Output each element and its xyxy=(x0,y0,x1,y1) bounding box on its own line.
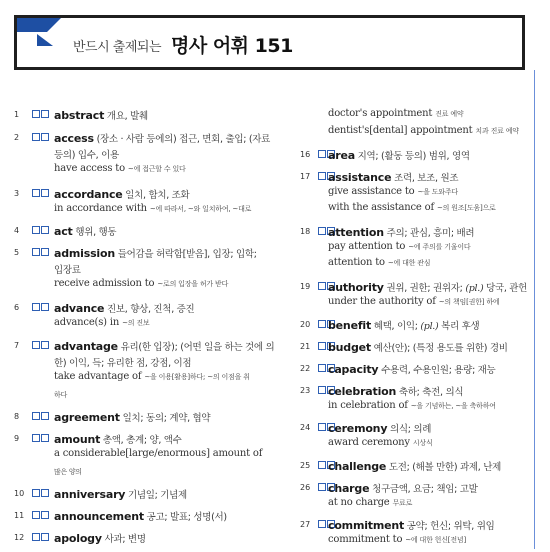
header-title: 명사 어휘 151 xyxy=(171,35,293,57)
checkboxes[interactable] xyxy=(32,189,50,208)
entry-number: 18 xyxy=(300,227,311,236)
checkboxes[interactable] xyxy=(32,533,50,552)
carryover-example: doctor's appointment 진료 예약 xyxy=(328,108,464,119)
entry-word: celebration xyxy=(328,385,397,398)
entry-example: award ceremony 시상식 xyxy=(328,437,433,448)
entry-number: 25 xyxy=(300,461,311,470)
entry-example: receive admission to ~로의 입장을 허가 받다 xyxy=(54,278,229,289)
entry-definition: 청구금액, 요금; 책임; 고발 xyxy=(372,484,478,495)
checkboxes[interactable] xyxy=(32,434,50,453)
entry-number: 11 xyxy=(14,511,25,520)
header-subtitle: 반드시 출제되는 xyxy=(73,40,162,55)
entry-definition-plural: 당국, 관헌 xyxy=(483,283,528,294)
checkboxes[interactable] xyxy=(32,489,50,508)
entry-word: commitment xyxy=(328,519,405,532)
entry-word: agreement xyxy=(54,411,120,424)
entry-word: benefit xyxy=(328,319,372,332)
checkboxes[interactable] xyxy=(32,133,50,152)
carryover-example: dentist's[dental] appointment 치과 진료 예약 xyxy=(328,125,519,136)
entry-number: 7 xyxy=(14,341,20,350)
entry-example: with the assistance of ~의 원조[도움]으로 xyxy=(328,202,496,213)
entry-definition: 도전; (해볼 만한) 과제, 난제 xyxy=(388,462,501,473)
entry-word: admission xyxy=(54,247,115,260)
entry-word: attention xyxy=(328,226,384,239)
entry-example-cont: 많은 양의 xyxy=(54,468,82,476)
checkboxes[interactable] xyxy=(32,412,50,431)
entry-word: challenge xyxy=(328,460,387,473)
entry-word: budget xyxy=(328,341,371,354)
entry-definition: 기념일; 기념제 xyxy=(128,490,187,501)
entry-definition: 지역; (활동 등의) 범위, 영역 xyxy=(357,151,470,162)
entry-definition-plural: 복리 후생 xyxy=(438,321,480,332)
entry-word: apology xyxy=(54,532,102,545)
entry-number: 26 xyxy=(300,483,311,492)
entry-number: 24 xyxy=(300,423,311,432)
entry-definition-cont: 한) 이익, 득; 유리한 점, 강점, 이점 xyxy=(54,358,192,369)
entry-example: give assistance to ~을 도와주다 xyxy=(328,186,458,197)
entry-number: 3 xyxy=(14,189,20,198)
entry-example: a considerable[large/enormous] amount of xyxy=(54,448,263,459)
entry-number: 9 xyxy=(14,434,20,443)
entry-example: advance(s) in ~의 진보 xyxy=(54,317,150,328)
entry-word: abstract xyxy=(54,109,105,122)
plural-marker: (pl.) xyxy=(420,321,439,332)
entry-word: advantage xyxy=(54,340,118,353)
entry-number: 17 xyxy=(300,172,311,181)
entry-definition: 개요, 발췌 xyxy=(106,111,148,122)
entry-definition: 권위, 권한; 권위자; xyxy=(386,283,463,294)
entry-number: 10 xyxy=(14,489,25,498)
entry-number: 27 xyxy=(300,520,311,529)
entry-number: 4 xyxy=(14,226,20,235)
entry-definition: (장소 · 사람 등에의) 접근, 면회, 출입; (자료 xyxy=(96,134,271,145)
entry-word: announcement xyxy=(54,510,144,523)
entry-number: 2 xyxy=(14,133,20,142)
entry-definition: 조력, 보조, 원조 xyxy=(394,173,459,184)
checkboxes[interactable] xyxy=(32,511,50,530)
entry-definition: 예산(안); (특정 용도를 위한) 경비 xyxy=(373,343,508,354)
entry-example: under the authority of ~의 책임[권한] 하에 xyxy=(328,296,500,307)
entry-word: act xyxy=(54,225,73,238)
entry-number: 5 xyxy=(14,248,20,257)
entry-example-cont: 하다 xyxy=(54,391,67,399)
header-banner xyxy=(14,15,525,70)
entry-definition: 주의; 관심, 흥미; 배려 xyxy=(386,228,475,239)
entry-definition: 들어감을 허락함[받음], 입장; 입학; xyxy=(117,249,257,260)
entry-example: attention to ~에 대한 관심 xyxy=(328,257,431,268)
entry-example: in celebration of ~을 기념하는, ~을 축하하여 xyxy=(328,400,496,411)
entry-number: 12 xyxy=(14,533,25,542)
entry-example: pay attention to ~에 주의를 기울이다 xyxy=(328,241,471,252)
entry-example: in accordance with ~에 따라서, ~와 일치하여, ~대로 xyxy=(54,203,252,214)
entry-word: amount xyxy=(54,433,101,446)
checkboxes[interactable] xyxy=(32,248,50,267)
entry-word: charge xyxy=(328,482,370,495)
entry-number: 19 xyxy=(300,282,311,291)
column-rule xyxy=(534,70,535,549)
entry-word: ceremony xyxy=(328,422,388,435)
entry-number: 21 xyxy=(300,342,311,351)
entry-word: anniversary xyxy=(54,488,126,501)
entry-definition: 일치; 동의; 계약, 협약 xyxy=(122,413,211,424)
entry-number: 1 xyxy=(14,110,20,119)
entry-definition: 축하; 축전, 의식 xyxy=(398,387,464,398)
entry-definition: 공고; 발표; 성명(서) xyxy=(146,512,227,523)
entry-number: 20 xyxy=(300,320,311,329)
header-accent-icon xyxy=(17,18,61,50)
entry-definition-cont: 입장료 xyxy=(54,265,81,276)
entry-example: take advantage of ~을 이용[활용]하다; ~의 이점을 취 xyxy=(54,371,250,382)
entry-word: assistance xyxy=(328,171,392,184)
entry-word: area xyxy=(328,149,355,162)
entry-definition: 혜택, 이익; xyxy=(373,321,418,332)
entry-number: 16 xyxy=(300,150,311,159)
entry-number: 6 xyxy=(14,303,20,312)
entry-word: accordance xyxy=(54,188,123,201)
plural-marker: (pl.) xyxy=(465,283,484,294)
entry-definition: 사과; 변명 xyxy=(104,534,146,545)
entry-number: 8 xyxy=(14,412,20,421)
entry-word: authority xyxy=(328,281,384,294)
entry-definition: 공약; 헌신; 위탁, 위임 xyxy=(406,521,495,532)
checkboxes[interactable] xyxy=(32,341,50,360)
checkboxes[interactable] xyxy=(32,303,50,322)
entry-example: have access to ~에 접근할 수 있다 xyxy=(54,163,186,174)
entry-definition: 일치, 합치, 조화 xyxy=(125,190,190,201)
entry-definition: 유리(한 입장); (어떤 일을 하는 것에 의 xyxy=(120,342,275,353)
checkboxes[interactable] xyxy=(32,226,50,245)
entry-number: 23 xyxy=(300,386,311,395)
entry-word: access xyxy=(54,132,94,145)
entry-word: capacity xyxy=(328,363,379,376)
entry-number: 22 xyxy=(300,364,311,373)
entry-definition-cont: 등의) 입수, 이용 xyxy=(54,150,119,161)
entry-definition: 행위, 행동 xyxy=(75,227,117,238)
entry-definition: 총액, 총계; 양, 액수 xyxy=(102,435,182,446)
checkboxes[interactable] xyxy=(32,110,50,129)
entry-example: commitment to ~에 대한 헌신[전념] xyxy=(328,534,466,545)
entry-definition: 수용력, 수용인원; 용량; 재능 xyxy=(381,365,496,376)
entry-definition: 진보, 향상, 진척, 증진 xyxy=(107,304,195,315)
entry-example: at no charge 무료로 xyxy=(328,497,413,508)
entry-word: advance xyxy=(54,302,105,315)
entry-definition: 의식; 의례 xyxy=(390,424,432,435)
